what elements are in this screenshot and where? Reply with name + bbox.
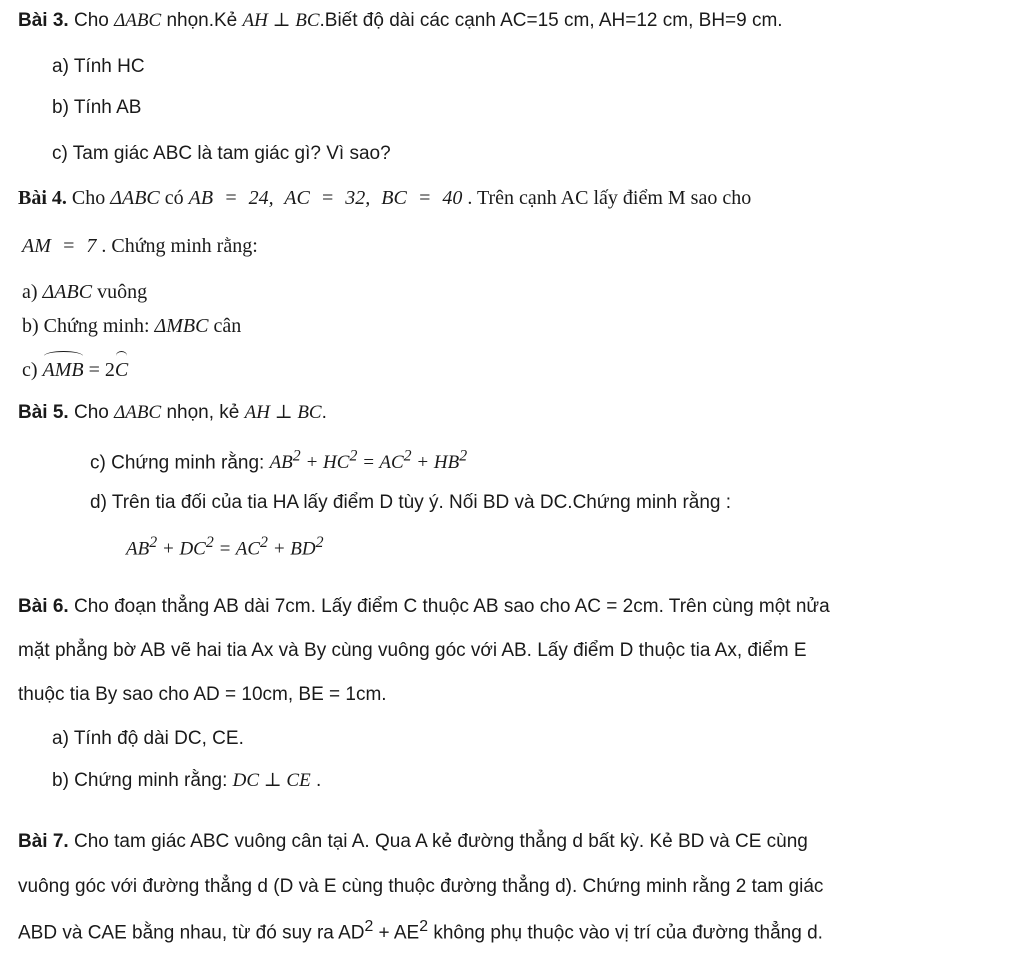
angle-c: C xyxy=(114,359,129,381)
bai6-title: Bài 6. xyxy=(18,596,69,617)
bai5-part-d: d) Trên tia đối của tia HA lấy điểm D tùy ý. Nối BD và DC.Chứng minh rằng : xyxy=(90,492,732,513)
bai4-title: Bài 4. xyxy=(18,187,67,209)
bai4-part-a: a) ΔABC vuông xyxy=(22,281,148,303)
bai3-statement: Bài 3. Cho ΔABC nhọn.Kẻ AH ⊥ BC.Biết độ dài các cạnh AC=15 cm, AH=12 cm, BH=9 cm. xyxy=(18,10,783,31)
bai4-statement-cont: AM = 7 . Chứng minh rằng: xyxy=(22,235,258,257)
bai3-title: Bài 3. xyxy=(18,10,69,31)
bai6-line-2: mặt phẳng bờ AB vẽ hai tia Ax và By cùng vuông góc với AB. Lấy điểm D thuộc tia Ax, điểm E xyxy=(18,640,807,661)
bai5-statement: Bài 5. Cho ΔABC nhọn, kẻ AH ⊥ BC. xyxy=(18,402,327,423)
bai4-part-b: b) Chứng minh: ΔMBC cân xyxy=(22,315,242,337)
bai6-line-1: Bài 6. Cho đoạn thẳng AB dài 7cm. Lấy điểm C thuộc AB sao cho AC = 2cm. Trên cùng một nửa xyxy=(18,596,830,617)
bai5-title: Bài 5. xyxy=(18,402,69,423)
bai5-part-c: c) Chứng minh rằng: $AB^2 + HC^2 = AC^2 + HB^2$ xyxy=(90,448,468,474)
bai5-equation-2: $AB^2 + DC^2 = AC^2 + BD^2$ xyxy=(126,534,324,560)
bai6-line-3: thuộc tia By sao cho AD = 10cm, BE = 1cm. xyxy=(18,684,387,705)
bai6-part-a: a) Tính độ dài DC, CE. xyxy=(52,728,244,749)
bai6-part-b: b) Chứng minh rằng: DC ⊥ CE . xyxy=(52,770,322,791)
bai3-part-b: b) Tính AB xyxy=(52,97,142,118)
bai3-part-c: c) Tam giác ABC là tam giác gì? Vì sao? xyxy=(52,143,391,164)
bai7-title: Bài 7. xyxy=(18,831,69,852)
bai3-part-a: a) Tính HC xyxy=(52,56,145,77)
bai7-line-1: Bài 7. Cho tam giác ABC vuông cân tại A. Qua A kẻ đường thẳng d bất kỳ. Kẻ BD và CE cùng xyxy=(18,831,808,852)
angle-amb: AMB xyxy=(42,359,84,381)
bai4-sides: AB = 24, AC = 32, BC = 40 xyxy=(188,187,463,209)
bai4-part-c: c) AMB = 2C xyxy=(22,359,129,381)
bai7-line-3: ABD và CAE bằng nhau, từ đó suy ra $AD^2 + AE^2$ không phụ thuộc vào vị trí của đường thẳng d. xyxy=(18,918,823,944)
bai5-equation-1: $AB^2 + HC^2 = AC^2 + HB^2$ xyxy=(269,448,468,474)
bai7-line-2: vuông góc với đường thẳng d (D và E cùng thuộc đường thẳng d). Chứng minh rằng 2 tam giác xyxy=(18,876,824,897)
bai4-statement: Bài 4. Cho ΔABC có AB = 24, AC = 32, BC = 40 . Trên cạnh AC lấy điểm M sao cho xyxy=(18,187,752,209)
